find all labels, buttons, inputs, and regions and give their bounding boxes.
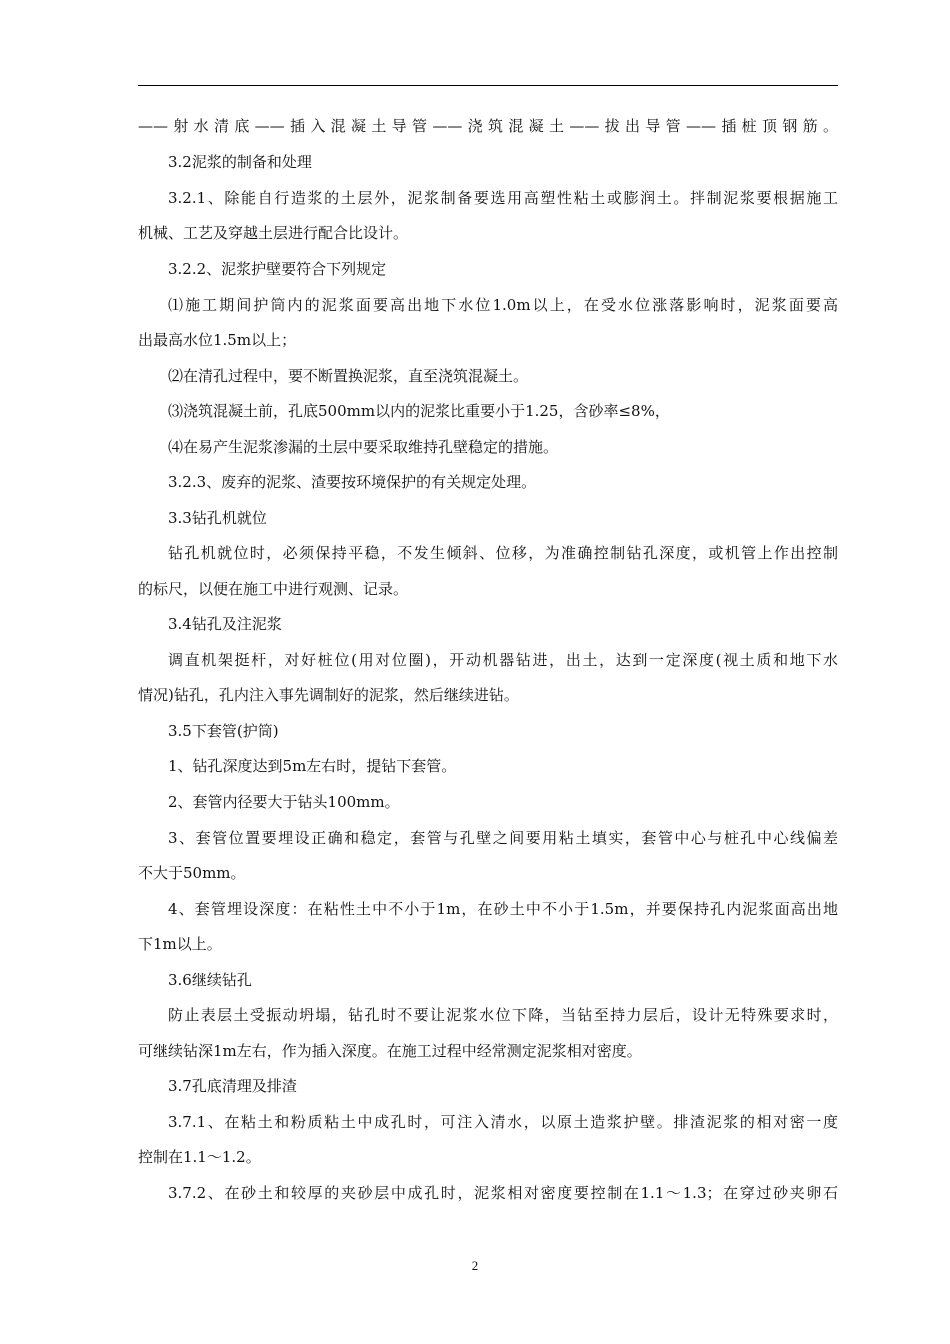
list-item-2: ⑵在清孔过程中，要不断置换泥浆，直至浇筑混凝土。 [168,367,529,385]
body-line-3-2-1: 3.2.1、除能自行造浆的土层外，泥浆制备要选用高塑性粘土或膨润土。拌制泥浆要根据施工 [168,189,838,207]
item-3-5-4: 4、套管埋设深度：在粘性土中不小于1m，在砂土中不小于1.5m，并要保持孔内泥浆面高出地 [168,900,838,918]
item-3-5-2: 2、套管内径要大于钻头100mm。 [168,793,400,811]
body-line-3-2-1-cont: 机械、工艺及穿越土层进行配合比设计。 [138,224,409,242]
section-heading-3-2-2: 3.2.2、泥浆护壁要符合下列规定 [168,260,387,278]
section-heading-3-6: 3.6继续钻孔 [168,971,252,989]
body-line-3-3-cont: 的标尺，以便在施工中进行观测、记录。 [138,580,409,598]
body-line-3-6-cont: 可继续钻深1m左右，作为插入深度。在施工过程中经常测定泥浆相对密度。 [138,1042,642,1060]
body-line-3-4-cont: 情况)钻孔，孔内注入事先调制好的泥浆，然后继续进钻。 [138,686,519,704]
body-line-3-7-2: 3.7.2、在砂土和较厚的夹砂层中成孔时，泥浆相对密度要控制在1.1～1.3；在穿过砂夹卵石 [168,1184,838,1202]
body-line-3-2-3: 3.2.3、废弃的泥浆、渣要按环境保护的有关规定处理。 [168,473,537,491]
list-item-3: ⑶浇筑混凝土前，孔底500mm以内的泥浆比重要小于1.25，含砂率≤8%， [168,402,670,420]
header-rule [138,85,838,86]
body-line-1: ——射水清底——插入混凝土导管——浇筑混凝土——拔出导管——插桩顶钢筋。 [138,117,838,135]
body-line-3-4: 调直机架挺杆，对好桩位(用对位圈)，开动机器钻进，出土，达到一定深度(视土质和地下水 [168,651,838,669]
list-item-1-cont: 出最高水位1.5m以上； [138,331,297,349]
section-heading-3-2: 3.2泥浆的制备和处理 [168,153,312,171]
section-heading-3-5: 3.5下套管(护筒) [168,722,279,740]
section-heading-3-7: 3.7孔底清理及排渣 [168,1077,297,1095]
item-3-5-3: 3、套管位置要埋设正确和稳定，套管与孔壁之间要用粘土填实，套管中心与桩孔中心线偏差 [168,829,838,847]
body-line-3-3: 钻孔机就位时，必须保持平稳，不发生倾斜、位移，为准确控制钻孔深度，或机管上作出控制 [168,544,838,562]
body-line-3-6: 防止表层土受振动坍塌，钻孔时不要让泥浆水位下降，当钻至持力层后，设计无特殊要求时， [168,1006,838,1024]
item-3-5-4-cont: 下1m以上。 [138,935,222,953]
body-line-3-7-1-cont: 控制在1.1～1.2。 [138,1148,261,1166]
item-3-5-3-cont: 不大于50mm。 [138,864,246,882]
body-line-3-7-1: 3.7.1、在粘土和粉质粘土中成孔时，可注入清水，以原土造浆护壁。排渣泥浆的相对密一度 [168,1113,838,1131]
section-heading-3-4: 3.4钻孔及注泥浆 [168,615,282,633]
page-number: 2 [471,1258,479,1273]
list-item-4: ⑷在易产生泥浆渗漏的土层中要采取维持孔壁稳定的措施。 [168,438,559,456]
item-3-5-1: 1、钻孔深度达到5m左右时，提钻下套管。 [168,757,457,775]
list-item-1: ⑴施工期间护筒内的泥浆面要高出地下水位1.0m以上，在受水位涨落影响时，泥浆面要高 [168,296,838,314]
section-heading-3-3: 3.3钻孔机就位 [168,509,267,527]
